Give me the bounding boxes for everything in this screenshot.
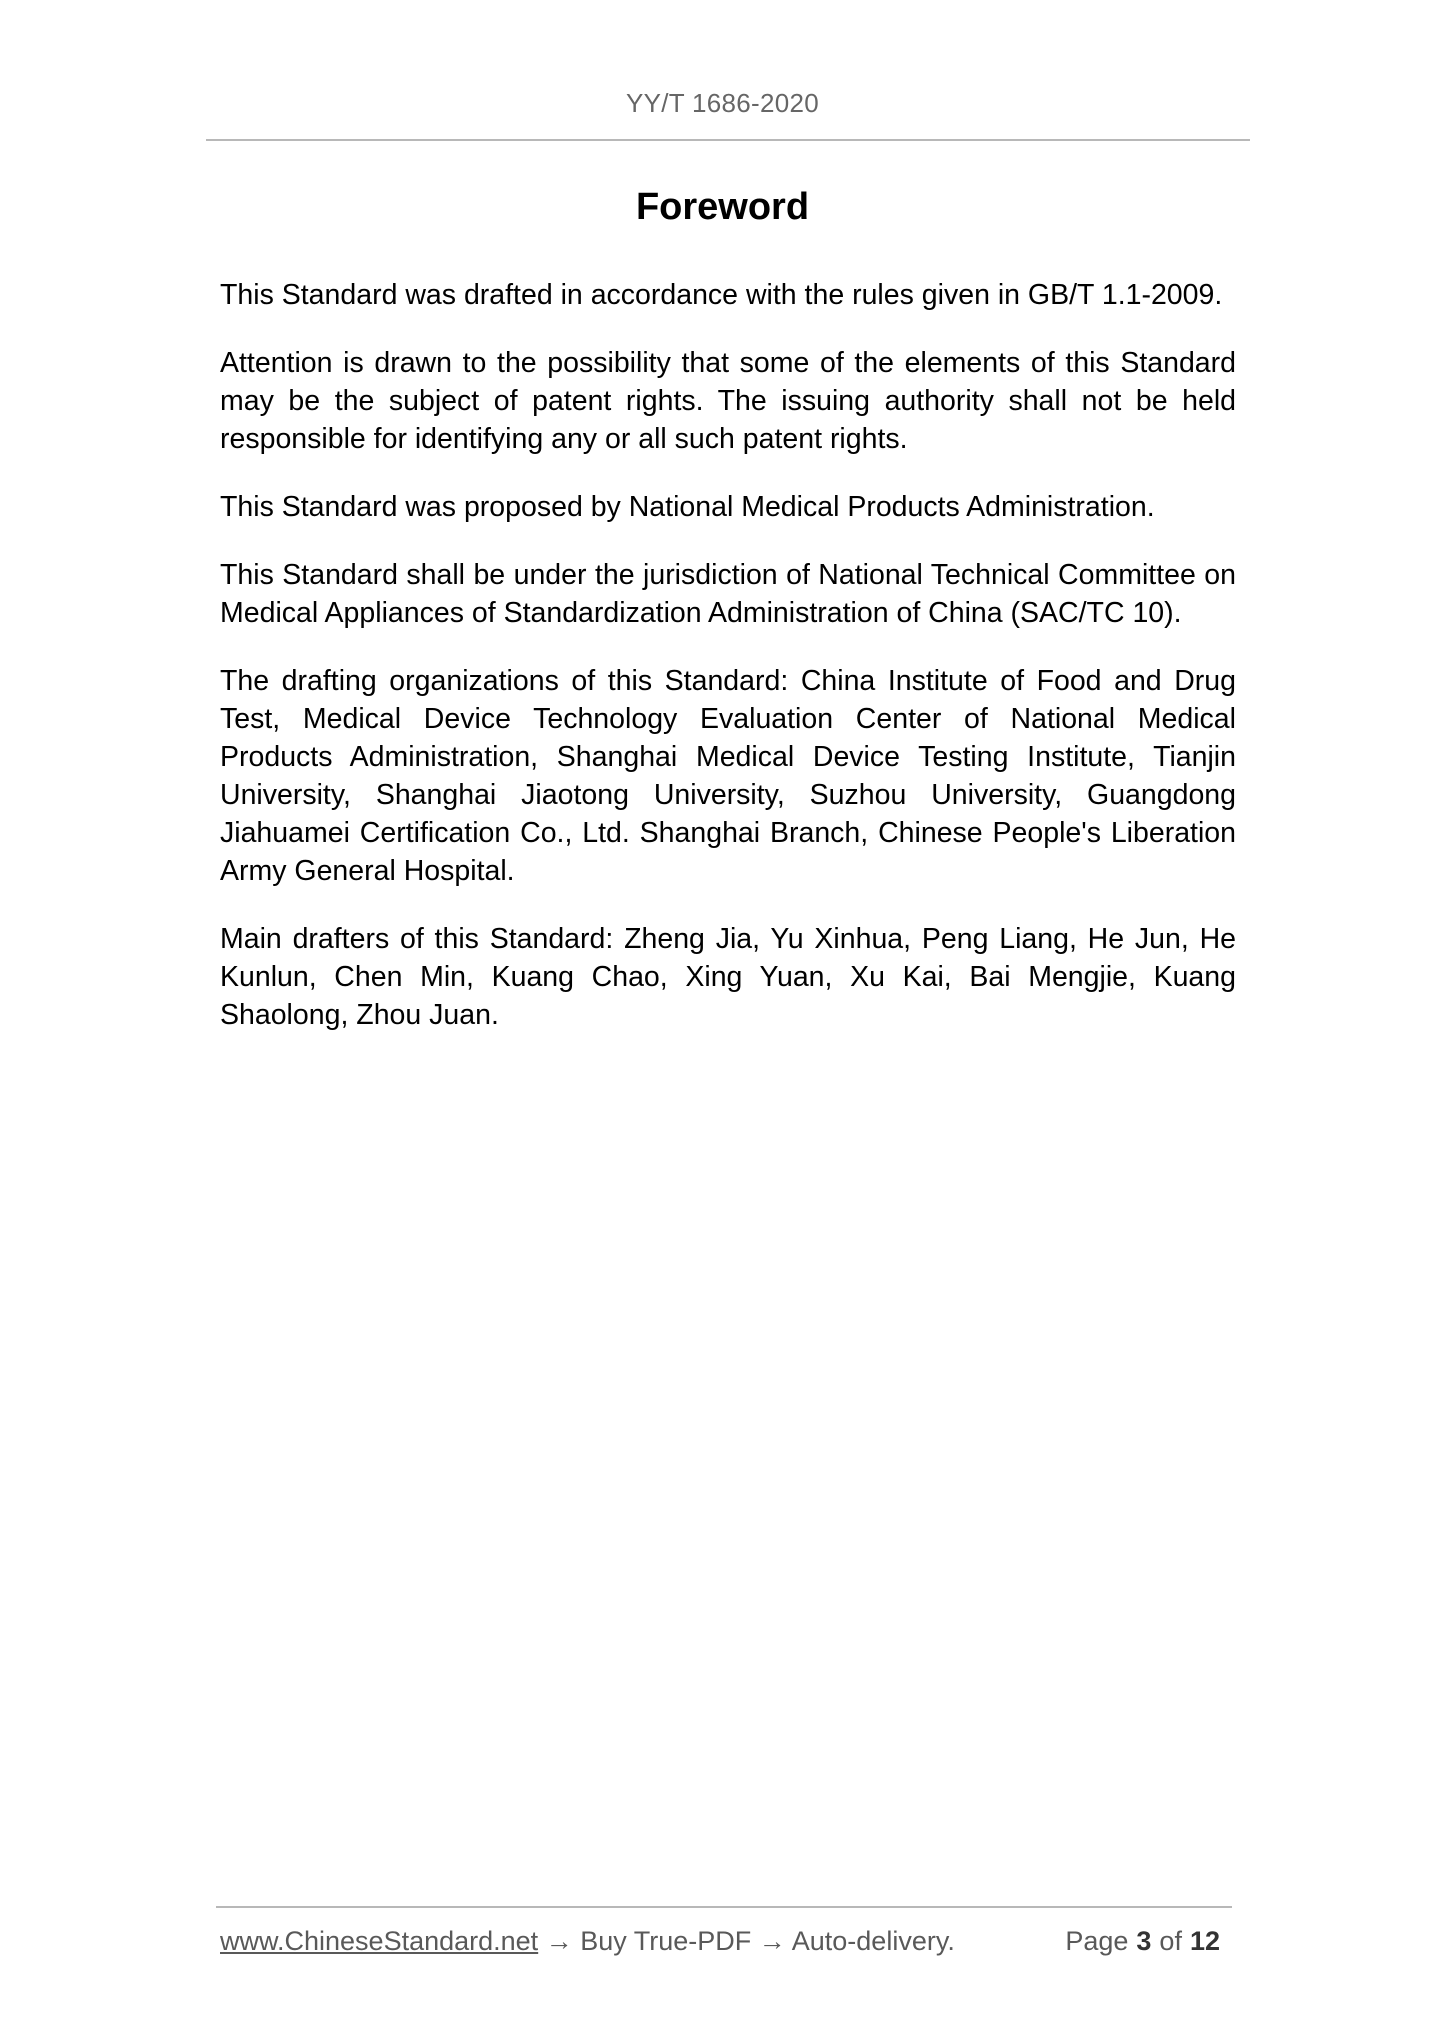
paragraph-drafting-organizations: The drafting organizations of this Standard: China Institute of Food and Drug Test, Medical Device Technology Evaluation Center of National Medical Products Administration, Shanghai Medical Device Testing Institute, Tianjin University, Shanghai Jiaotong University, Suzhou University, Guangdong Jiahuamei Certification Co., Ltd. Shanghai Branch, Chinese People's Liberation Army General Hospital. — [220, 665, 1236, 887]
paragraph-drafting-rules: This Standard was drafted in accordance with the rules given in GB/T 1.1-2009. — [220, 279, 1223, 311]
page-title: Foreword — [635, 186, 810, 228]
paragraph-jurisdiction: This Standard shall be under the jurisdiction of National Technical Committee on Medical Appliances of Standardization Administration of China (SAC/TC 10). — [220, 559, 1236, 629]
footer-buy-text: → Buy True-PDF → Auto-delivery. — [545, 1926, 955, 1956]
paragraph-patent-notice: Attention is drawn to the possibility that some of the elements of this Standard may be the subject of patent rights. The issuing authority shall not be held responsible for identifying any or all such patent rights. — [220, 347, 1236, 455]
page-number: 3 — [1136, 1926, 1152, 1956]
footer-divider — [216, 1906, 1232, 1908]
header-divider — [206, 139, 1250, 141]
foreword-body — [220, 276, 1236, 1064]
page-total: 12 — [1189, 1926, 1220, 1956]
website-link[interactable]: www.ChineseStandard.net — [220, 1926, 539, 1956]
footer-promo — [220, 1926, 955, 1957]
paragraph-main-drafters: Main drafters of this Standard: Zheng Jia, Yu Xinhua, Peng Liang, He Jun, He Kunlun, Chen Min, Kuang Chao, Xing Yuan, Xu Kai, Bai Mengjie, Kuang Shaolong, Zhou Juan. — [220, 923, 1236, 1031]
paragraph-proposer: This Standard was proposed by National Medical Products Administration. — [220, 491, 1155, 523]
page-indicator — [1065, 1926, 1228, 1957]
of-label: of — [1159, 1926, 1182, 1956]
page-label: Page — [1065, 1926, 1129, 1956]
page-footer — [220, 1926, 1228, 1957]
running-header: YY/T 1686-2020 — [625, 88, 820, 118]
